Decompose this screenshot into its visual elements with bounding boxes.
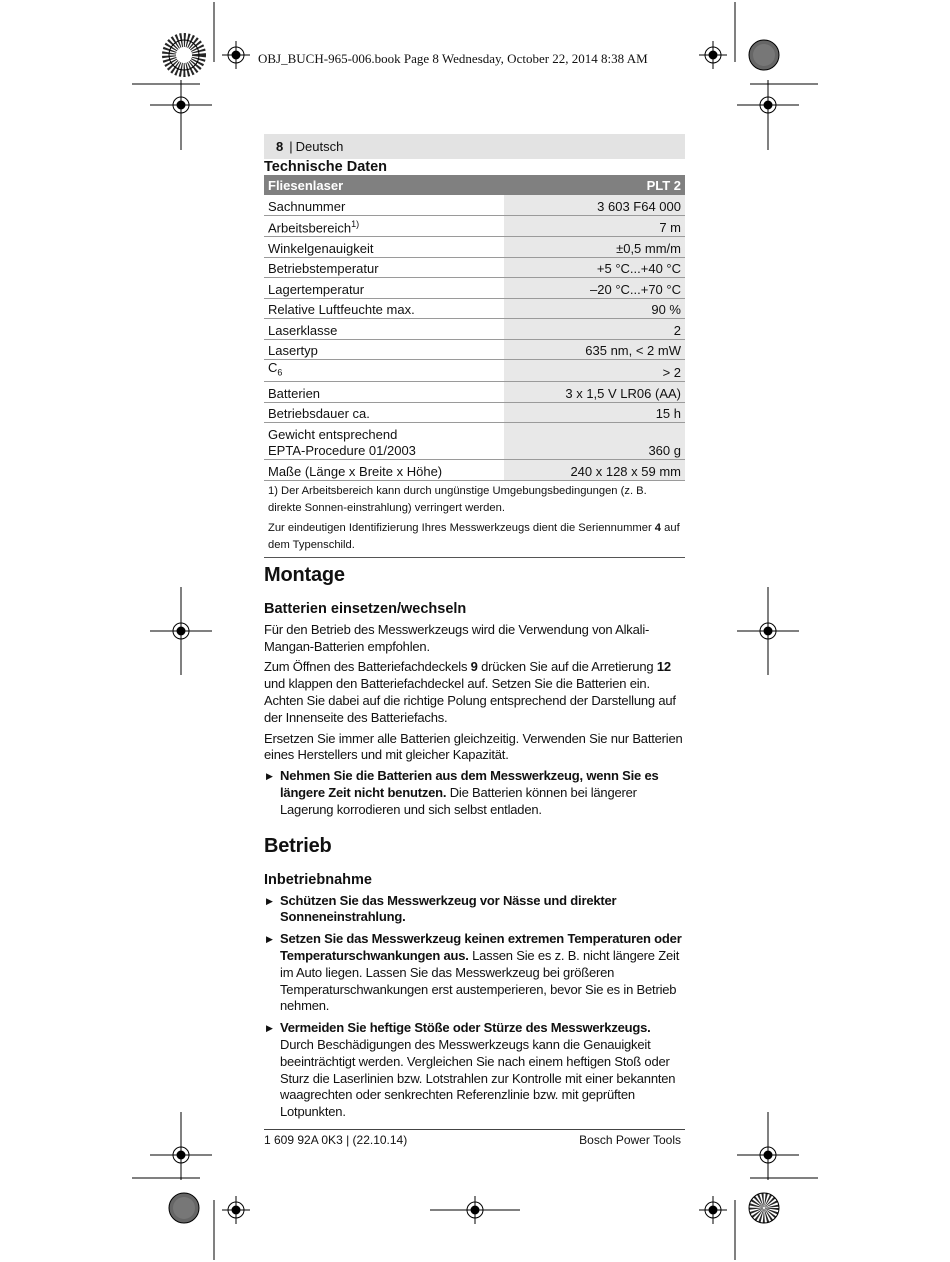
row-value: 2 — [504, 319, 685, 340]
page-number: 8 — [276, 139, 284, 154]
warning-bullet — [264, 768, 685, 818]
arrow-bullet-icon: ▶ — [266, 934, 273, 945]
table-row — [264, 319, 685, 340]
registration-mark — [222, 41, 250, 69]
table-notes — [264, 481, 685, 554]
star-target-mark — [169, 40, 199, 70]
page-language: Deutsch — [295, 139, 344, 154]
section-title-tech-data: Technische Daten — [264, 159, 388, 175]
ref-number: 9 — [470, 659, 478, 675]
row-value: 7 m — [504, 215, 685, 236]
row-value: 3 603 F64 000 — [504, 195, 685, 215]
table-row — [264, 460, 685, 481]
bullet-bold: Setzen Sie das Messwerkzeug keinen extremen Temperaturen oder Temperaturschwankungen aus. — [280, 931, 682, 964]
registration-mark — [150, 1140, 212, 1170]
row-label: Laserklasse — [264, 319, 504, 340]
registration-mark — [737, 587, 799, 675]
row-label — [264, 423, 504, 460]
registration-mark — [699, 1196, 727, 1224]
table-row — [264, 257, 685, 278]
table-row — [264, 360, 685, 382]
registration-mark — [430, 1196, 520, 1224]
footnote: 1) Der Arbeitsbereich kann durch ungünstige Umgebungsbedingungen (z. B. direkte Sonnen-einstrahlung) verringert werden. — [268, 484, 647, 514]
registration-mark — [699, 41, 727, 69]
footer-brand: Bosch Power Tools — [579, 1133, 681, 1147]
row-label — [264, 360, 504, 382]
subscript: 6 — [277, 368, 283, 379]
table-header-product: Fliesenlaser — [264, 175, 504, 195]
section-title-montage: Montage — [264, 563, 345, 586]
table-row — [264, 423, 685, 460]
text: drücken Sie auf die Arretierung — [477, 659, 657, 675]
row-value: 635 nm, < 2 mW — [504, 339, 685, 360]
row-label-text: Arbeitsbereich — [268, 219, 352, 235]
warning-bullet — [264, 1020, 685, 1121]
table-header-model: PLT 2 — [504, 175, 685, 195]
row-label: Lagertemperatur — [264, 278, 504, 299]
row-label — [264, 215, 504, 236]
subsection-title-batteries: Batterien einsetzen/wechseln — [264, 600, 467, 617]
row-label: Winkelgenauigkeit — [264, 236, 504, 257]
table-row — [264, 298, 685, 319]
row-label: Sachnummer — [264, 195, 504, 215]
grey-target-mark — [169, 1193, 199, 1223]
paragraph: Ersetzen Sie immer alle Batterien gleichzeitig. Verwenden Sie nur Batterien eines Herstellers und mit gleicher Kapazität. — [264, 730, 683, 763]
page-footer — [264, 1129, 685, 1147]
serial-note-text: Zur eindeutigen Identifizierung Ihres Messwerkzeugs dient die Seriennummer — [268, 521, 655, 534]
spec-table — [264, 175, 685, 481]
print-header: OBJ_BUCH-965-006.book Page 8 Wednesday, October 22, 2014 8:38 AM — [258, 51, 648, 66]
arrow-bullet-icon: ▶ — [266, 1023, 273, 1034]
row-value: 15 h — [504, 402, 685, 423]
registration-mark — [222, 1196, 250, 1224]
arrow-bullet-icon: ▶ — [266, 771, 273, 782]
serial-note-text: auf dem Typenschild. — [268, 521, 680, 551]
row-label-line: EPTA-Procedure 01/2003 — [268, 443, 416, 459]
star-target-mark — [749, 1193, 779, 1223]
warning-bullet — [264, 931, 685, 1015]
page-header-bar: 8 | Deutsch — [264, 134, 685, 159]
row-value: +5 °C...+40 °C — [504, 257, 685, 278]
row-value: 3 x 1,5 V LR06 (AA) — [504, 382, 685, 403]
row-label-text: C — [268, 360, 278, 376]
row-value: ±0,5 mm/m — [504, 236, 685, 257]
table-row — [264, 402, 685, 423]
table-header-row — [264, 175, 685, 195]
grey-target-mark — [749, 40, 779, 70]
arrow-bullet-icon: ▶ — [266, 895, 273, 906]
row-value: 360 g — [504, 423, 685, 460]
registration-mark — [737, 1140, 799, 1170]
table-row — [264, 215, 685, 236]
table-row — [264, 382, 685, 403]
footer-doc-number: 1 609 92A 0K3 | (22.10.14) — [264, 1133, 408, 1147]
row-value: 240 x 128 x 59 mm — [504, 460, 685, 481]
table-row — [264, 195, 685, 215]
table-row — [264, 339, 685, 360]
serial-note — [268, 520, 681, 554]
row-label-line: Gewicht entsprechend — [268, 427, 398, 443]
row-label: Maße (Länge x Breite x Höhe) — [264, 460, 504, 481]
bullet-bold: Vermeiden Sie heftige Stöße oder Stürze des Messwerkzeugs. — [280, 1020, 651, 1036]
row-label: Batterien — [264, 382, 504, 403]
divider — [264, 557, 685, 558]
bullet-bold: Schützen Sie das Messwerkzeug vor Nässe und direkter Sonneneinstrahlung. — [280, 892, 617, 925]
registration-mark — [150, 587, 212, 675]
page-content — [264, 134, 685, 1126]
footnote-ref: 1) — [351, 218, 360, 229]
paragraph: Für den Betrieb des Messwerkzeugs wird die Verwendung von Alkali-Mangan-Batterien empfohlen. — [264, 621, 650, 654]
paragraph — [264, 659, 685, 726]
row-label: Lasertyp — [264, 339, 504, 360]
warning-bullet — [264, 893, 685, 927]
row-label: Betriebstemperatur — [264, 257, 504, 278]
serial-note-ref: 4 — [654, 521, 662, 534]
text: Zum Öffnen des Batteriefachdeckels — [264, 659, 471, 675]
bullet-text: Lassen Sie es z. B. nicht längere Zeit im Auto liegen. Lassen Sie das Messwerkzeug bei größeren Temperaturschwankungen erst austemperieren, bevor Sie es in Betrieb nehmen. — [280, 948, 680, 1014]
ref-number: 12 — [656, 659, 671, 675]
table-row — [264, 236, 685, 257]
row-value: > 2 — [504, 360, 685, 382]
table-row — [264, 278, 685, 299]
registration-mark — [737, 90, 799, 120]
row-label: Relative Luftfeuchte max. — [264, 298, 504, 319]
bullet-bold: Nehmen Sie die Batterien aus dem Messwerkzeug, wenn Sie es längere Zeit nicht benutzen. — [280, 768, 659, 801]
bullet-text: Die Batterien können bei längerer Lagerung korrodieren und sich selbst entladen. — [280, 785, 637, 817]
subsection-title-inbetriebnahme: Inbetriebnahme — [264, 871, 372, 888]
row-label: Betriebsdauer ca. — [264, 402, 504, 423]
registration-mark — [150, 90, 212, 120]
row-value: –20 °C...+70 °C — [504, 278, 685, 299]
text: und klappen den Batteriefachdeckel auf. Setzen Sie die Batterien ein. Achten Sie dabei auf die richtige Polung entsprechend der Darstellung auf der Innenseite des Batteriefachs. — [264, 676, 676, 725]
section-title-betrieb: Betrieb — [264, 834, 332, 857]
row-value: 90 % — [504, 298, 685, 319]
bullet-text: Durch Beschädigungen des Messwerkzeugs kann die Genauigkeit beeinträchtigt werden. Vergleichen Sie nach einem heftigen Stoß oder Sturz die Laserlinien bzw. Lotstrahlen zur Kontrolle mit einer bekannten waagrechten oder senkrechten Referenzlinie bzw. mit geprüften Lotpunkten. — [280, 1037, 676, 1120]
